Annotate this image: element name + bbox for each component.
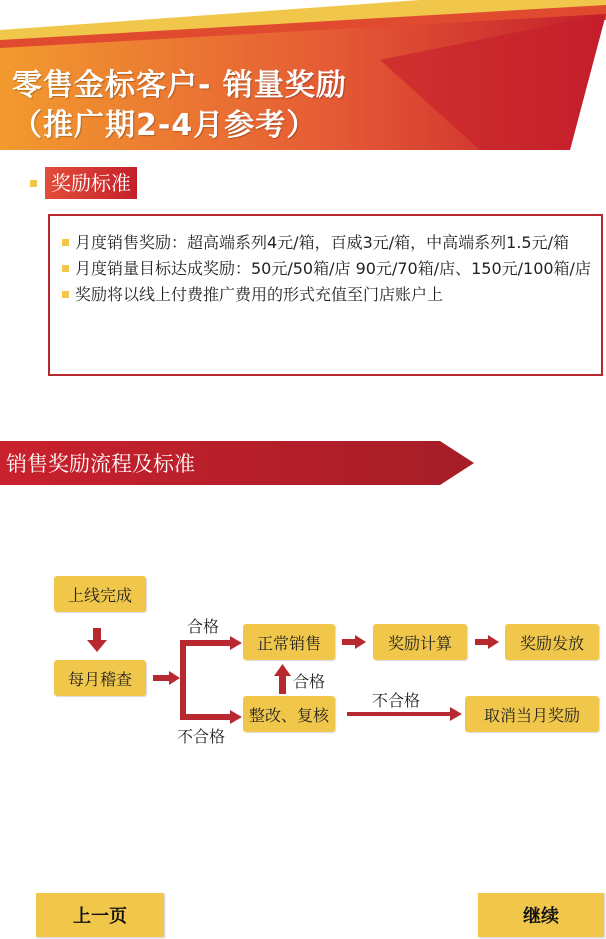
bullet-icon bbox=[62, 239, 69, 246]
arrow-up-icon-head bbox=[274, 664, 291, 676]
node-online: 上线完成 bbox=[54, 576, 146, 612]
node-cancel: 取消当月奖励 bbox=[465, 696, 599, 732]
list-item bbox=[62, 230, 591, 256]
section-tag: 奖励标准 bbox=[45, 167, 137, 199]
arrow-right-icon bbox=[153, 675, 169, 681]
section-label-reward bbox=[30, 167, 137, 199]
arrow-right-icon-head bbox=[488, 635, 499, 649]
page-title-line1: 零售金标客户- 销量奖励 bbox=[12, 68, 347, 103]
bullet-icon bbox=[62, 291, 69, 298]
label-fail-bottom: 不合格 bbox=[177, 727, 226, 746]
bullet-icon bbox=[30, 180, 37, 187]
branch-line bbox=[180, 640, 186, 720]
label-fail-right: 不合格 bbox=[372, 691, 421, 710]
page-title-line2: （推广期2-4月参考） bbox=[12, 108, 318, 143]
criteria-text: 月度销售奖励：超高端系列4元/箱，百威3元/箱，中高端系列1.5元/箱 bbox=[75, 233, 569, 252]
reward-criteria-box bbox=[48, 214, 603, 376]
arrow-right-icon-head bbox=[355, 635, 366, 649]
arrow-down-icon bbox=[93, 628, 101, 642]
arrow-right-icon bbox=[475, 639, 489, 645]
arrow-right-icon-head bbox=[450, 707, 462, 721]
arrow-right-icon-head bbox=[230, 636, 242, 650]
criteria-text: 月度销量目标达成奖励：50元/50箱/店 90元/70箱/店、150元/100箱/店 bbox=[75, 259, 591, 278]
arrow-right-icon-head bbox=[230, 710, 242, 724]
arrow-up-icon bbox=[279, 674, 286, 694]
label-pass-top: 合格 bbox=[187, 617, 220, 636]
arrow-down-icon-head bbox=[87, 640, 107, 652]
node-monthly-check: 每月稽查 bbox=[54, 660, 146, 696]
label-pass-up: 合格 bbox=[293, 672, 326, 691]
bullet-icon bbox=[62, 265, 69, 272]
node-reward-issue: 奖励发放 bbox=[505, 624, 599, 660]
flow-section-title: 销售奖励流程及标准 bbox=[6, 452, 195, 476]
branch-top-line bbox=[180, 640, 232, 646]
flow-diagram bbox=[0, 560, 606, 780]
list-item bbox=[62, 256, 591, 282]
node-reward-calc: 奖励计算 bbox=[373, 624, 467, 660]
node-rectify: 整改、复核 bbox=[243, 696, 335, 732]
list-item bbox=[62, 282, 591, 308]
node-normal-sales: 正常销售 bbox=[243, 624, 335, 660]
arrow-right-icon bbox=[347, 712, 451, 716]
prev-page-button[interactable]: 上一页 bbox=[36, 893, 164, 937]
branch-bottom-line bbox=[180, 714, 232, 720]
arrow-right-icon-head bbox=[169, 671, 180, 685]
arrow-right-icon bbox=[342, 639, 356, 645]
continue-button[interactable]: 继续 bbox=[478, 893, 604, 937]
criteria-text: 奖励将以线上付费推广费用的形式充值至门店账户上 bbox=[75, 285, 444, 304]
